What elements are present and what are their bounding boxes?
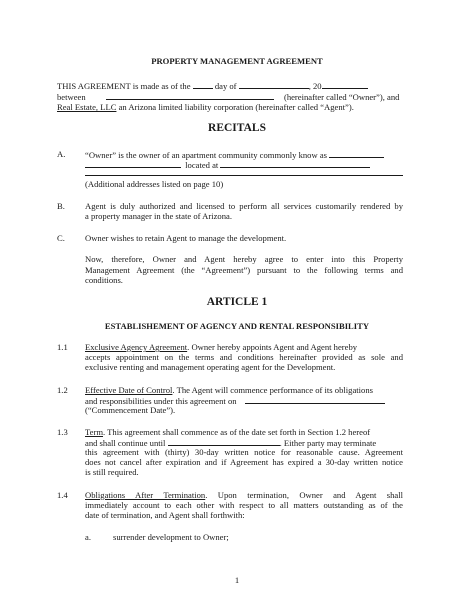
- section-text: . Owner hereby appoints Agent and Agent hereby: [187, 342, 358, 352]
- section-1-2-line-3: (“Commencement Date”).: [85, 405, 176, 415]
- section-title: Term: [85, 427, 104, 437]
- now-therefore-line-2: Management Agreement (the “Agreement”) pursuant to the following terms and: [85, 265, 403, 275]
- section-number: 1.1: [57, 342, 68, 352]
- community-name-blank-2: [85, 159, 181, 168]
- section-text: . Either party may terminate: [279, 438, 377, 448]
- intro-text: , 20: [308, 81, 322, 91]
- section-1-3-line-1: [85, 427, 370, 438]
- recitals-heading: RECITALS: [208, 122, 266, 134]
- end-date-blank: [168, 437, 280, 446]
- additional-addresses-note: (Additional addresses listed on page 10): [85, 179, 224, 189]
- section-text: . This agreement shall commence as of the date set forth in Section 1.2 hereof: [103, 427, 371, 437]
- list-item-marker: a.: [85, 532, 91, 542]
- document-title: PROPERTY MANAGEMENT AGREEMENT: [151, 56, 323, 66]
- intro-text: (hereinafter called “Owner”), and: [283, 92, 400, 102]
- owner-name-blank: [106, 91, 274, 100]
- section-number: 1.3: [57, 427, 68, 437]
- section-1-3-line-3: this agreement with (thirty) 30-day written notice for reasonable cause. Agreement: [85, 447, 403, 457]
- section-1-1-line-2: accepts appointment on the terms and conditions hereinafter provided as sole and: [85, 352, 403, 362]
- article-heading: ARTICLE 1: [206, 296, 268, 308]
- month-blank: [239, 80, 309, 89]
- intro-text: between: [57, 92, 86, 102]
- address-blank: [220, 159, 370, 168]
- section-1-4-line-2: immediately account to each other with respect to all matters outstanding as of the: [85, 500, 403, 510]
- article-subheading: ESTABLISHEMENT OF AGENCY AND RENTAL RESPONSIBILITY: [104, 321, 370, 331]
- intro-line-2: [57, 91, 399, 103]
- section-1-4-line-1: [85, 490, 403, 501]
- day-blank: [193, 80, 213, 89]
- intro-line-1: [57, 80, 368, 92]
- address-continuation-line: [85, 175, 403, 176]
- section-1-1-line-1: [85, 342, 357, 353]
- section-1-3-line-4: does not cancel after expiration and if Agreement has expired a 30-day written notice: [85, 457, 403, 467]
- section-text: . The Agent will commence performance of its obligations: [172, 385, 373, 395]
- year-blank: [322, 80, 368, 89]
- now-therefore-line-3: conditions.: [85, 275, 123, 285]
- section-text: and responsibilities under this agreement on: [85, 396, 237, 406]
- recital-b-line-1: Agent is duly authorized and licensed to perform all services customarily rendered by: [85, 201, 403, 211]
- list-item-text: surrender development to Owner;: [113, 532, 229, 542]
- intro-text: THIS AGREEMENT is made as of the: [57, 81, 191, 91]
- recital-text: located at: [185, 160, 219, 170]
- recital-a-line-2: [85, 159, 370, 171]
- community-name-blank: [329, 149, 384, 158]
- section-text: and shall continue until: [85, 438, 166, 448]
- intro-text: an Arizona limited liability corporation (hereinafter called “Agent”).: [116, 102, 354, 112]
- recital-text: “Owner” is the owner of an apartment community commonly know as: [85, 150, 327, 160]
- page-number: 1: [234, 575, 240, 585]
- section-number: 1.2: [57, 385, 68, 395]
- section-1-1-line-3: exclusive renting and management operating agent for the Development.: [85, 362, 336, 372]
- recital-c-text: Owner wishes to retain Agent to manage the development.: [85, 233, 287, 243]
- commencement-date-blank: [245, 395, 385, 404]
- section-1-4-line-3: date of termination, and Agent shall forthwith:: [85, 510, 245, 520]
- intro-text: day of: [214, 81, 237, 91]
- section-title: Exclusive Agency Agreement: [85, 342, 188, 352]
- section-number: 1.4: [57, 490, 68, 500]
- recital-b-marker: B.: [57, 201, 65, 211]
- section-title: Effective Date of Control: [85, 385, 173, 395]
- section-title: Obligations After Termination: [85, 490, 206, 500]
- section-1-3-line-5: is still required.: [85, 467, 139, 477]
- recital-c-marker: C.: [57, 233, 65, 243]
- now-therefore-line-1: Now, therefore, Owner and Agent hereby agree to enter into this Property: [85, 254, 403, 264]
- section-text: . Upon termination, Owner and Agent shall: [205, 490, 404, 500]
- section-1-2-line-1: [85, 385, 373, 396]
- recital-a-marker: A.: [57, 149, 66, 159]
- agent-company-name: Real Estate, LLC: [57, 102, 117, 112]
- intro-line-3: [57, 102, 354, 113]
- recital-b-line-2: a property manager in the state of Arizona.: [85, 211, 232, 221]
